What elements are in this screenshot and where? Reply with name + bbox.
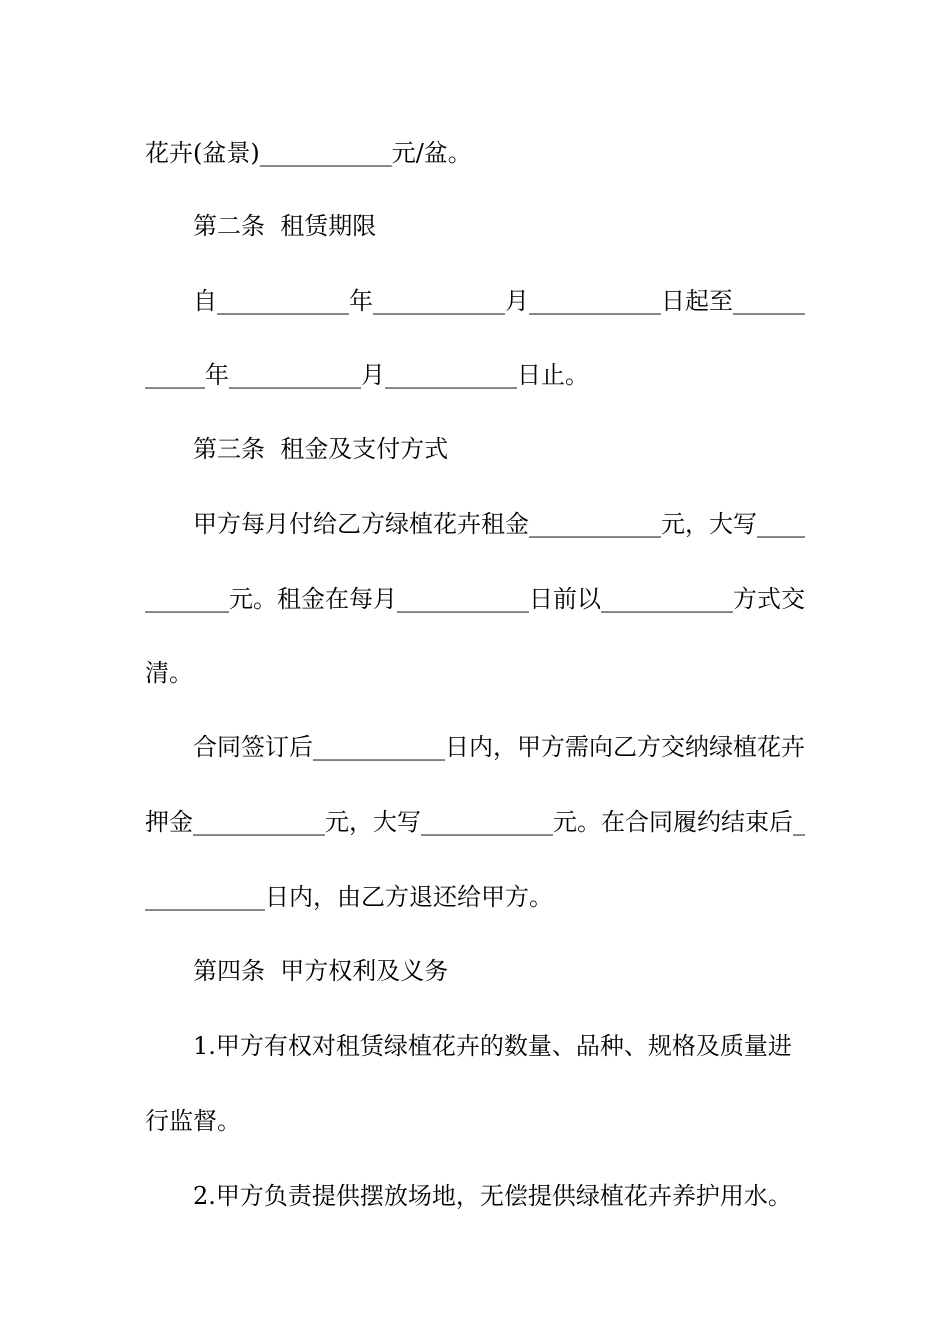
section-heading: 第二条 租赁期限 bbox=[193, 212, 377, 240]
section-heading: 第四条 甲方权利及义务 bbox=[193, 957, 449, 985]
text-line: 清。 bbox=[145, 659, 193, 687]
text-line: 自___________年___________月___________日起至______ bbox=[193, 287, 805, 315]
text-line: 合同签订后___________日内，甲方需向乙方交纳绿植花卉 bbox=[193, 733, 805, 761]
text-line: 行监督。 bbox=[145, 1107, 241, 1135]
text-line: 2.甲方负责提供摆放场地，无偿提供绿植花卉养护用水。 bbox=[193, 1182, 792, 1210]
text-line: 甲方每月付给乙方绿植花卉租金___________元，大写____ bbox=[193, 510, 805, 538]
text-line: 1.甲方有权对租赁绿植花卉的数量、品种、规格及质量进 bbox=[193, 1032, 792, 1060]
text-line: __________日内，由乙方退还给甲方。 bbox=[145, 883, 553, 911]
text-line: 押金___________元，大写___________元。在合同履约结束后_ bbox=[145, 808, 805, 836]
text-line: _____年___________月___________日止。 bbox=[145, 361, 589, 389]
section-heading: 第三条 租金及支付方式 bbox=[193, 435, 449, 463]
text-line: _______元。租金在每月___________日前以___________方式交 bbox=[145, 585, 805, 613]
text-line: 花卉(盆景)___________元/盆。 bbox=[145, 139, 472, 167]
